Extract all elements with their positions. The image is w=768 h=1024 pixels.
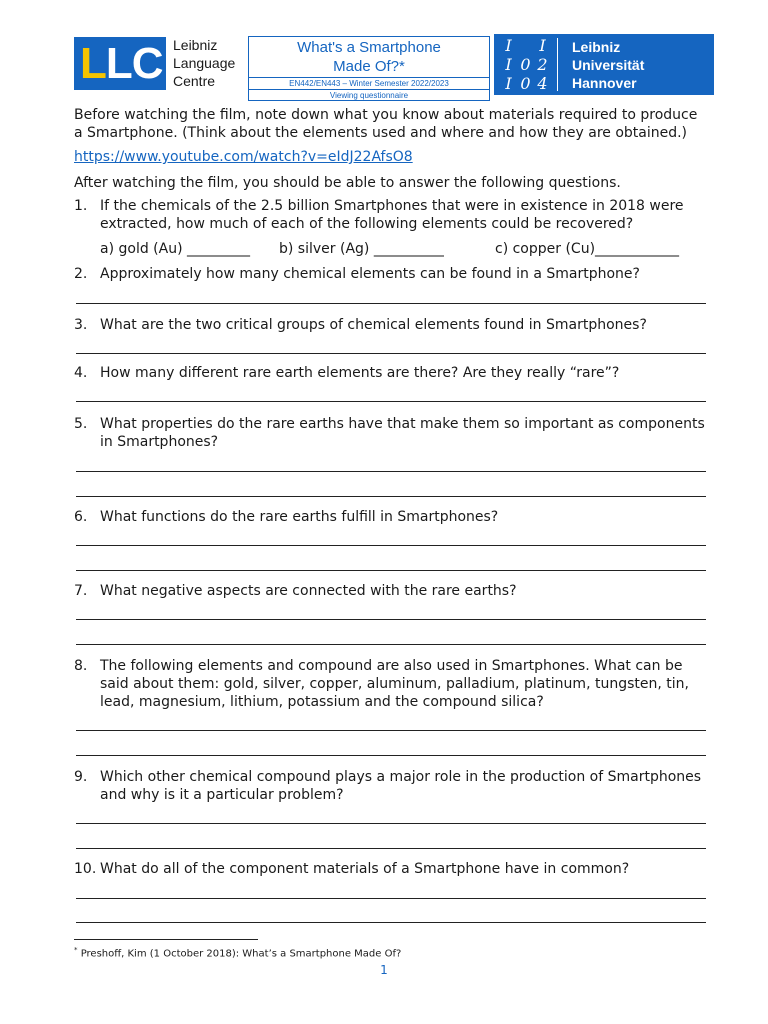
question-1: 1. If the chemicals of the 2.5 billion Smartphones that were in existence in 2018 were extracted, how much of each of the following elements could be recovered? bbox=[74, 198, 684, 232]
answer-line[interactable] bbox=[76, 496, 706, 497]
question-10: 10. What do all of the component materials of a Smartphone have in common? bbox=[74, 861, 630, 877]
question-4: 4. How many different rare earth elements are there? Are they really “rare”? bbox=[74, 365, 620, 381]
question-9: 9. Which other chemical compound plays a major role in the production of Smartphones and why is it a particular problem? bbox=[74, 769, 702, 803]
footnote-divider bbox=[74, 939, 258, 940]
video-link[interactable]: https://www.youtube.com/watch?v=eIdJ22AfsO8 bbox=[74, 149, 413, 165]
q1-option-silver: b) silver (Ag) __________ bbox=[279, 241, 444, 257]
intro-text: Before watching the film, note down what you know about materials required to produce a Smartphone. (Think about the elements used and where and how they are obtained.) bbox=[74, 107, 698, 141]
llc-name-line: Centre bbox=[173, 73, 216, 89]
answer-line[interactable] bbox=[76, 353, 706, 354]
llc-name-line: Language bbox=[173, 55, 236, 71]
document-title: What's a Smartphone Made Of?* bbox=[297, 39, 441, 75]
question-6: 6. What functions do the rare earths fulfill in Smartphones? bbox=[74, 509, 499, 525]
answer-line[interactable] bbox=[76, 401, 706, 402]
answer-line[interactable] bbox=[76, 644, 706, 645]
answer-line[interactable] bbox=[76, 922, 706, 923]
page-number: 1 bbox=[380, 963, 388, 977]
answer-line[interactable] bbox=[76, 848, 706, 849]
answer-line[interactable] bbox=[76, 730, 706, 731]
q1-option-gold: a) gold (Au) _________ bbox=[100, 241, 250, 257]
answer-line[interactable] bbox=[76, 898, 706, 899]
llc-logo-letters: LLC bbox=[80, 39, 163, 88]
answer-line[interactable] bbox=[76, 471, 706, 472]
question-2: 2. Approximately how many chemical elements can be found in a Smartphone? bbox=[74, 266, 640, 282]
question-7: 7. What negative aspects are connected with the rare earths? bbox=[74, 583, 517, 599]
question-8: 8. The following elements and compound are also used in Smartphones. What can be said about them: gold, silver, copper, aluminum, palladium, platinum, tungsten, tin, lead, magnesium, lithium, potassium and the compound silica? bbox=[74, 658, 689, 710]
llc-name bbox=[173, 36, 235, 90]
llc-name-line: Leibniz bbox=[173, 37, 218, 53]
q1-option-copper: c) copper (Cu)____________ bbox=[495, 241, 680, 257]
answer-line[interactable] bbox=[76, 570, 706, 571]
question-5: 5. What properties do the rare earths have that make them so important as components in Smartphones? bbox=[74, 416, 705, 450]
answer-line[interactable] bbox=[76, 303, 706, 304]
luh-logo-glyphs: I I I 0 2 I 0 4 bbox=[505, 36, 548, 93]
answer-line[interactable] bbox=[76, 619, 706, 620]
questionnaire-label: Viewing questionnaire bbox=[248, 89, 490, 101]
instructions-text: After watching the film, you should be able to answer the following questions. bbox=[74, 175, 621, 191]
footnote: * Preshoff, Kim (1 October 2018): What’s a Smartphone Made Of? bbox=[74, 946, 402, 960]
luh-logo-divider bbox=[557, 38, 558, 91]
answer-line[interactable] bbox=[76, 755, 706, 756]
answer-line[interactable] bbox=[76, 823, 706, 824]
question-3: 3. What are the two critical groups of chemical elements found in Smartphones? bbox=[74, 317, 647, 333]
answer-line[interactable] bbox=[76, 545, 706, 546]
luh-name: Leibniz Universität Hannover bbox=[572, 39, 645, 91]
course-label: EN442/EN443 – Winter Semester 2022/2023 bbox=[248, 77, 490, 89]
